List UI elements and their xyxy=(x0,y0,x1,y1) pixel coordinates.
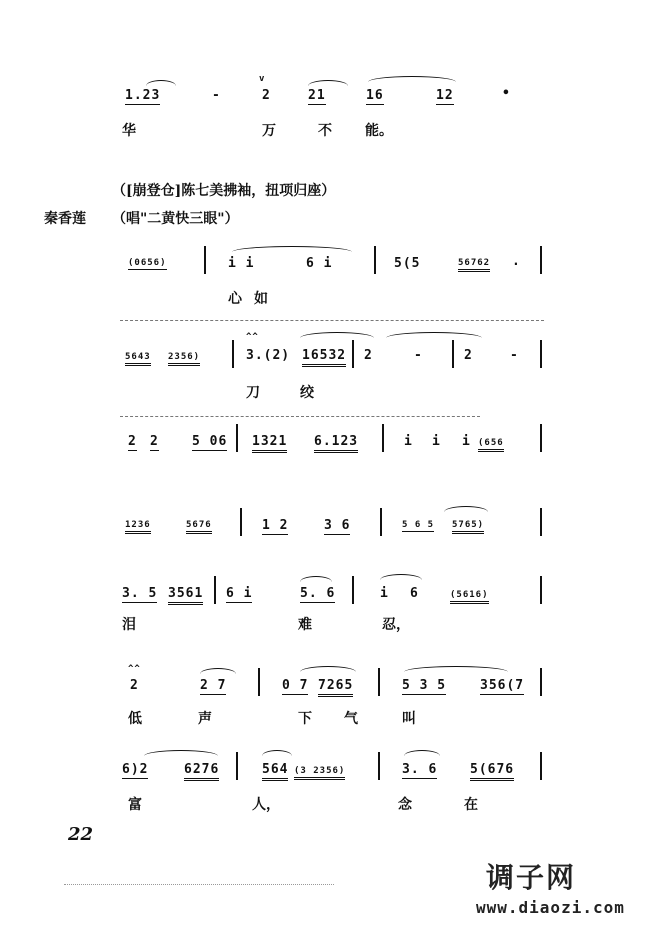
note-group: 5 06 xyxy=(192,434,228,449)
note: i xyxy=(380,586,389,601)
note-group: 3.(2) xyxy=(246,348,291,363)
lyric: 念 xyxy=(398,797,412,813)
lyric: 人， xyxy=(252,797,280,813)
bar-line xyxy=(240,508,242,536)
page-number: 22 xyxy=(68,824,94,845)
note-group: 1 2 xyxy=(262,518,289,533)
bar-line xyxy=(352,340,354,368)
note-group: 1.23 xyxy=(125,88,161,103)
note-group: 6 i xyxy=(226,586,253,601)
note-dash: - xyxy=(212,88,221,103)
note-dash: - xyxy=(510,348,519,363)
note: 2 xyxy=(130,678,139,693)
lyric: 叫 xyxy=(402,711,416,727)
note-group: 0 7 xyxy=(282,678,309,693)
note: i xyxy=(404,434,413,449)
bar-line xyxy=(232,340,234,368)
note-group: 1321 xyxy=(252,434,287,453)
separator-rule xyxy=(120,320,544,321)
lyric: 忍， xyxy=(382,617,410,633)
bar-line xyxy=(540,246,542,274)
note-group: 1236 xyxy=(125,520,151,534)
note-group: 5 3 5 xyxy=(402,678,447,693)
lyric: 能。 xyxy=(365,123,393,139)
note-dot: . xyxy=(512,254,521,269)
note-group: 5. 6 xyxy=(300,586,336,601)
lyric: 气 xyxy=(344,711,358,727)
bar-line xyxy=(540,508,542,536)
note-group: 16532 xyxy=(302,348,346,367)
note-group: 6)2 xyxy=(122,762,149,777)
lyric: 下 xyxy=(298,711,312,727)
slur xyxy=(368,76,456,82)
bar-line xyxy=(204,246,206,274)
note-group: 6276 xyxy=(184,762,219,781)
lyric: 刀 xyxy=(246,385,260,401)
bar-line xyxy=(236,752,238,780)
bar-line xyxy=(540,752,542,780)
watermark-logo: 调子网 xyxy=(486,861,577,894)
slur xyxy=(262,750,292,756)
bar-line xyxy=(214,576,216,604)
slur xyxy=(146,80,176,86)
note-group: 21 xyxy=(308,88,326,103)
note: 6 xyxy=(410,586,419,601)
note-group: 6.123 xyxy=(314,434,358,453)
note-group: (0656) xyxy=(128,258,167,268)
lyric: 万 xyxy=(262,123,276,139)
note-group: i i xyxy=(228,256,255,271)
note-group: 5643 xyxy=(125,352,151,366)
singing-instruction: （唱"二黄快三眼"） xyxy=(112,211,239,227)
bar-line xyxy=(540,576,542,604)
slur xyxy=(144,750,218,756)
note-group: 7265 xyxy=(318,678,353,697)
lyric: 不 xyxy=(318,123,332,139)
bar-line xyxy=(452,340,454,368)
bar-line xyxy=(378,668,380,696)
bar-line xyxy=(352,576,354,604)
note-group: 5676 xyxy=(186,520,212,534)
bar-line xyxy=(382,424,384,452)
note: 2 xyxy=(150,434,159,449)
note: i xyxy=(432,434,441,449)
slur xyxy=(232,246,352,252)
note: 2 xyxy=(364,348,373,363)
note: 2 xyxy=(128,434,137,449)
separator-rule xyxy=(120,416,480,417)
note-group: 5(5 xyxy=(394,256,421,271)
slur xyxy=(404,666,508,672)
lyric: 如 xyxy=(254,291,268,307)
bar-line xyxy=(540,424,542,452)
bottom-rule xyxy=(64,884,334,885)
note-group: 356(7 xyxy=(480,678,525,693)
slur xyxy=(200,668,236,674)
note-group: 5(676 xyxy=(470,762,514,781)
note-group: 56762 xyxy=(458,258,490,272)
bar-line xyxy=(258,668,260,696)
note-dash: - xyxy=(414,348,423,363)
note: 2 xyxy=(262,88,271,103)
lyric: 在 xyxy=(464,797,478,813)
tremolo-mark: ^^ xyxy=(246,332,259,342)
note-dot: • xyxy=(502,86,511,101)
note-group: 3. 5 xyxy=(122,586,158,601)
note-group: 3 6 xyxy=(324,518,351,533)
bar-line xyxy=(540,340,542,368)
lyric: 绞 xyxy=(300,385,314,401)
stage-direction: （[崩登仓]陈七美拂袖，扭项归座） xyxy=(112,183,336,199)
slur xyxy=(308,80,348,86)
slur xyxy=(300,666,356,672)
note-group: (656 xyxy=(478,438,504,452)
note-group: 3561 xyxy=(168,586,203,605)
note-group: 5765) xyxy=(452,520,484,534)
note-group: 2356) xyxy=(168,352,200,366)
note-group: 12 xyxy=(436,88,454,103)
note-group: 16 xyxy=(366,88,384,103)
bar-line xyxy=(380,508,382,536)
note: 2 xyxy=(464,348,473,363)
watermark-url[interactable]: www.diaozi.com xyxy=(476,898,625,917)
lyric: 心 xyxy=(228,291,242,307)
note-group: 2 7 xyxy=(200,678,227,693)
slur xyxy=(404,750,440,756)
lyric: 泪 xyxy=(122,617,136,633)
note-group: 3. 6 xyxy=(402,762,438,777)
note-group: 5 6 5 xyxy=(402,520,435,530)
note: i xyxy=(462,434,471,449)
note-group: 6 i xyxy=(306,256,333,271)
slur xyxy=(300,332,374,338)
lyric: 富 xyxy=(128,797,142,813)
singer-name: 秦香莲 xyxy=(44,211,86,227)
tremolo-mark: ^^ xyxy=(128,664,141,674)
slur xyxy=(444,506,488,512)
note-group: (3 2356) xyxy=(294,766,345,780)
lyric: 低 xyxy=(128,711,142,727)
bar-line xyxy=(378,752,380,780)
lyric: 声 xyxy=(198,711,212,727)
slur xyxy=(300,576,332,582)
bar-line xyxy=(236,424,238,452)
slur xyxy=(386,332,482,338)
bar-line xyxy=(540,668,542,696)
note-group: 564 xyxy=(262,762,288,781)
breath-mark: v xyxy=(259,74,266,84)
note-group: (5616) xyxy=(450,590,489,604)
bar-line xyxy=(374,246,376,274)
slur xyxy=(380,574,422,580)
lyric: 难 xyxy=(298,617,312,633)
lyric: 华 xyxy=(122,123,136,139)
